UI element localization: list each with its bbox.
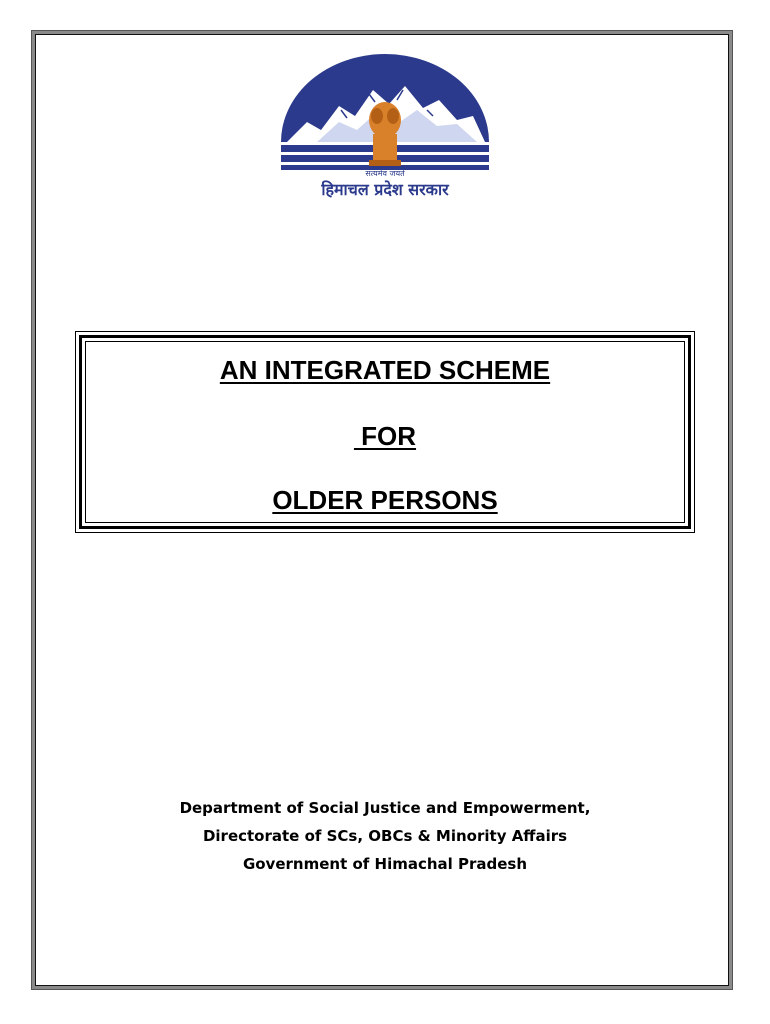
himachal-government-emblem — [277, 50, 493, 200]
publisher-block — [0, 794, 770, 878]
title-box — [75, 331, 695, 533]
title-line-2: FOR — [353, 421, 417, 451]
publisher-department: Department of Social Justice and Empowerment, — [179, 799, 591, 817]
title-line-3: OLDER PERSONS — [272, 485, 498, 515]
publisher-government: Government of Himachal Pradesh — [242, 855, 528, 873]
title-line-1: AN INTEGRATED SCHEME — [219, 355, 551, 385]
emblem-hindi-name: हिमाचल प्रदेश सरकार — [321, 180, 449, 199]
publisher-directorate: Directorate of SCs, OBCs & Minority Affairs — [202, 827, 568, 845]
emblem-motto: सत्यमेव जयते — [365, 169, 405, 178]
